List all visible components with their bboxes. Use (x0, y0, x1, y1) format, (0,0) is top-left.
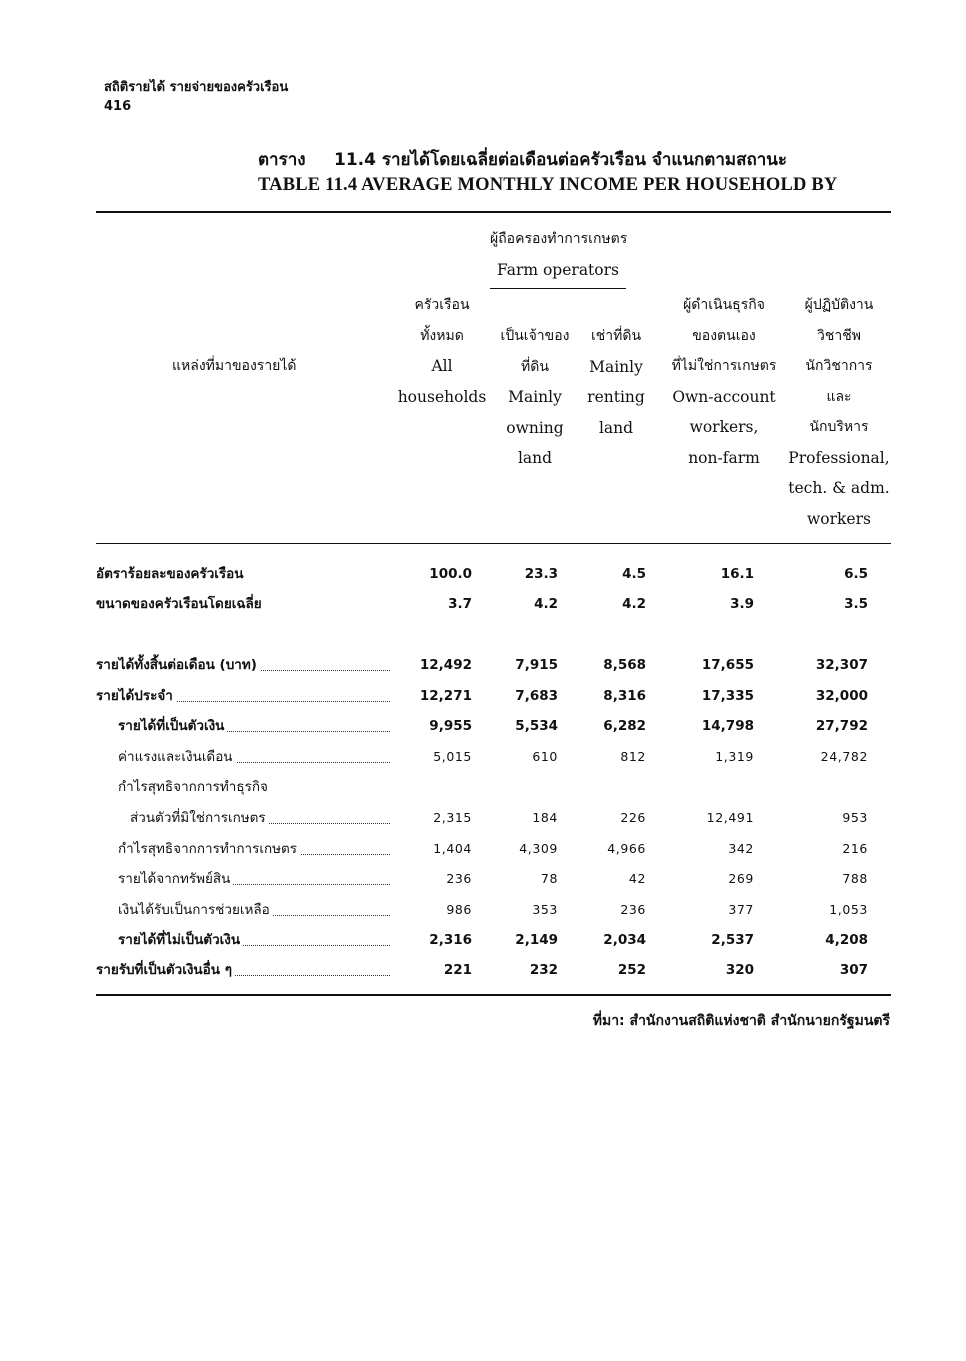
cell-owning-land: 2,149 (515, 932, 558, 948)
cell-all-households: 236 (446, 871, 472, 886)
col4-line3: ที่ไม่ใช่การเกษตร (671, 358, 777, 374)
cell-own-account: 377 (728, 902, 754, 917)
table-row (96, 838, 891, 868)
cell-renting-land: 6,282 (603, 718, 646, 734)
table-row (96, 868, 891, 898)
cell-own-account: 17,335 (701, 688, 754, 704)
cell-own-account: 3.9 (730, 596, 754, 612)
page-number: 416 (104, 99, 132, 114)
table-row (96, 654, 891, 684)
table-row (96, 593, 891, 623)
cell-renting-land: 236 (620, 902, 646, 917)
table-row (96, 746, 891, 776)
row-label: กำไรสุทธิจากการทำธุรกิจ (118, 776, 390, 798)
cell-renting-land: 4.2 (622, 596, 646, 612)
source-column-header: แหล่งที่มาของรายได้ (172, 358, 297, 374)
col4-line2: ของตนเอง (692, 327, 756, 344)
cell-all-households: 2,315 (433, 810, 472, 825)
col5-line7: tech. & adm. (788, 479, 890, 497)
col3-line3: renting (587, 388, 645, 406)
cell-own-account: 16.1 (720, 566, 754, 582)
table-bottom-rule (96, 994, 891, 996)
row-label: รายรับที่เป็นตัวเงินอื่น ๆ (96, 959, 390, 981)
cell-professional: 1,053 (829, 902, 868, 917)
cell-owning-land: 184 (532, 810, 558, 825)
col4-line6: non-farm (688, 448, 760, 467)
cell-owning-land: 78 (540, 871, 558, 886)
source-note: ที่มา: สำนักงานสถิติแห่งชาติ สำนักนายกรัฐมนตรี (592, 1013, 890, 1029)
cell-own-account: 1,319 (715, 749, 754, 764)
cell-all-households: 3.7 (448, 596, 472, 612)
cell-own-account: 17,655 (701, 657, 754, 673)
cell-renting-land: 8,568 (603, 657, 646, 673)
header-bottom-rule (96, 543, 891, 544)
table-row (96, 715, 891, 745)
row-label: ค่าแรงและเงินเดือน (118, 746, 390, 768)
col-header-professional (786, 290, 892, 534)
cell-owning-land: 353 (532, 902, 558, 917)
cell-professional: 24,782 (820, 749, 868, 764)
cell-renting-land: 8,316 (603, 688, 646, 704)
col3-line2: Mainly (589, 357, 643, 376)
col-header-all-households (392, 290, 492, 412)
cell-all-households: 2,316 (429, 932, 472, 948)
col2-line5: land (517, 449, 553, 467)
cell-own-account: 269 (728, 871, 754, 886)
cell-professional: 32,000 (815, 688, 868, 704)
col5-line2: วิชาชีพ (817, 327, 861, 344)
cell-renting-land: 252 (617, 962, 646, 978)
cell-own-account: 320 (725, 962, 754, 978)
col5-line3: นักวิชาการ (805, 358, 873, 374)
cell-all-households: 221 (443, 962, 472, 978)
cell-professional: 788 (842, 871, 868, 886)
cell-professional: 307 (839, 962, 868, 978)
row-label: รายได้ทั้งสิ้นต่อเดือน (บาท) (96, 654, 390, 676)
col5-line5: นักบริหาร (809, 419, 869, 435)
row-label: รายได้จากทรัพย์สิน (118, 868, 390, 890)
table-row (96, 776, 891, 806)
cell-renting-land: 4,966 (607, 841, 646, 856)
running-head-title: สถิติรายได้ รายจ่ายของครัวเรือน (104, 80, 289, 95)
row-label: อัตราร้อยละของครัวเรือน (96, 563, 390, 585)
farm-operators-group-header (490, 224, 626, 285)
cell-owning-land: 7,683 (515, 688, 558, 704)
col4-line1: ผู้ดำเนินธุรกิจ (683, 297, 765, 313)
farm-group-underline (490, 288, 626, 289)
cell-owning-land: 7,915 (515, 657, 558, 673)
col3-line4: land (598, 418, 634, 437)
cell-own-account: 342 (728, 841, 754, 856)
col-header-own-account (656, 290, 792, 473)
col2-line4: owning (506, 418, 564, 437)
col1-line1: ครัวเรือน (414, 297, 470, 313)
col5-line8: workers (807, 509, 871, 528)
cell-renting-land: 226 (620, 810, 646, 825)
cell-renting-land: 42 (628, 871, 646, 886)
cell-own-account: 2,537 (711, 932, 754, 948)
cell-owning-land: 5,534 (515, 718, 558, 734)
cell-owning-land: 23.3 (524, 566, 558, 582)
farm-group-thai: ผู้ถือครองทำการเกษตร (490, 231, 628, 247)
col2-line1: เป็นเจ้าของ (500, 328, 570, 344)
running-head (104, 78, 288, 116)
col-header-renting-land (580, 321, 652, 443)
col1-line2: ทั้งหมด (420, 327, 464, 344)
col4-line5: workers, (689, 418, 759, 436)
col5-line4: และ (826, 388, 852, 405)
table-row (96, 959, 891, 989)
cell-all-households: 5,015 (433, 749, 472, 764)
table-row (96, 563, 891, 593)
cell-owning-land: 610 (532, 749, 558, 764)
table-row (96, 685, 891, 715)
table-row (96, 807, 891, 837)
cell-professional: 3.5 (844, 596, 868, 612)
table-title-english: TABLE 11.4 AVERAGE MONTHLY INCOME PER HOUSEHOLD BY (258, 175, 838, 195)
cell-owning-land: 232 (529, 962, 558, 978)
row-label: เงินได้รับเป็นการช่วยเหลือ (118, 899, 390, 921)
col4-line4: Own-account (672, 387, 776, 406)
table-title-thai-text: 11.4 รายได้โดยเฉลี่ยต่อเดือนต่อครัวเรือน จำแนกตามสถานะ (334, 150, 788, 170)
table-title-thai (258, 146, 787, 173)
cell-renting-land: 4.5 (622, 566, 646, 582)
table-row (96, 929, 891, 959)
row-label: ขนาดของครัวเรือนโดยเฉลี่ย (96, 593, 390, 615)
col5-line1: ผู้ปฏิบัติงาน (804, 297, 874, 313)
cell-own-account: 14,798 (701, 718, 754, 734)
table-top-rule (96, 211, 891, 213)
cell-renting-land: 812 (620, 749, 646, 764)
table-row (96, 899, 891, 929)
cell-owning-land: 4.2 (534, 596, 558, 612)
cell-professional: 27,792 (815, 718, 868, 734)
row-label: รายได้ที่เป็นตัวเงิน (118, 715, 390, 737)
col1-line4: households (397, 387, 487, 406)
col-header-owning-land (488, 321, 582, 474)
cell-all-households: 9,955 (429, 718, 472, 734)
cell-professional: 6.5 (844, 566, 868, 582)
cell-all-households: 12,492 (419, 657, 472, 673)
cell-own-account: 12,491 (706, 810, 754, 825)
col1-line3: All (431, 357, 453, 375)
cell-professional: 4,208 (825, 932, 868, 948)
col2-line3: Mainly (508, 388, 562, 406)
row-label: รายได้ประจำ (96, 685, 390, 707)
col2-line2: ที่ดิน (521, 358, 549, 375)
cell-all-households: 12,271 (419, 688, 472, 704)
cell-all-households: 986 (446, 902, 472, 917)
row-label: กำไรสุทธิจากการทำการเกษตร (118, 838, 390, 860)
cell-professional: 953 (842, 810, 868, 825)
cell-professional: 32,307 (815, 657, 868, 673)
cell-renting-land: 2,034 (603, 932, 646, 948)
col5-line6: Professional, (788, 448, 890, 467)
row-label: ส่วนตัวที่มิใช่การเกษตร (130, 807, 390, 829)
table-label-thai: ตาราง (258, 150, 306, 170)
row-label: รายได้ที่ไม่เป็นตัวเงิน (118, 929, 390, 951)
cell-owning-land: 4,309 (519, 841, 558, 856)
col3-line1: เช่าที่ดิน (590, 328, 642, 344)
cell-professional: 216 (842, 841, 868, 856)
farm-group-english: Farm operators (497, 260, 619, 279)
cell-all-households: 100.0 (429, 566, 472, 582)
cell-all-households: 1,404 (433, 841, 472, 856)
